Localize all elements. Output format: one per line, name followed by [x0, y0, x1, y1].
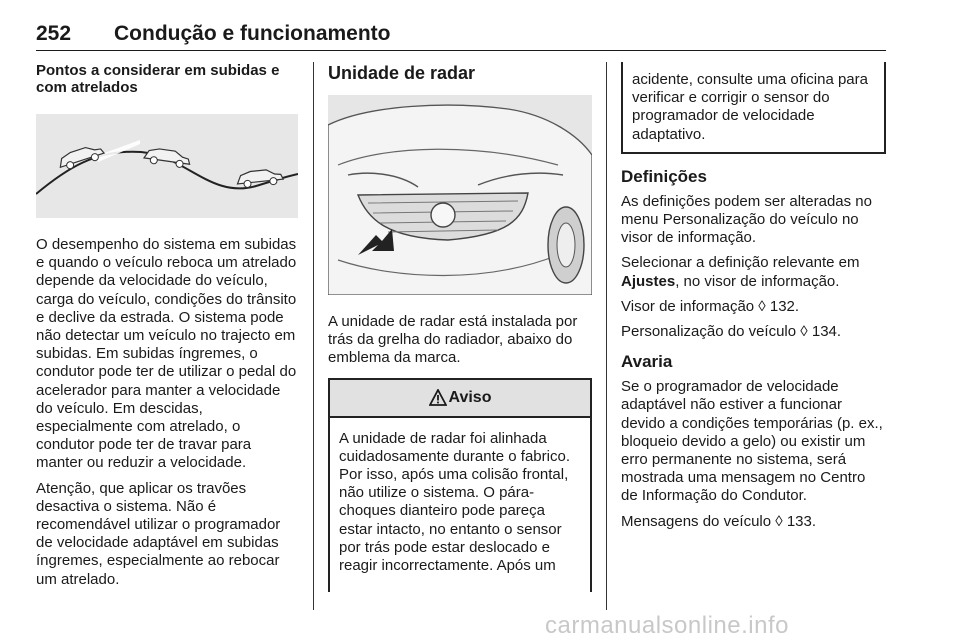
warning-icon — [429, 389, 447, 407]
warning-text: A unidade de radar foi alinhada cuidadosamente durante o fabrico. Por isso, após uma colisão frontal, não utilize o sistema. O pára-choques dianteiro pode pareça estar intacto, no entanto o sensor por trás pode estar deslocado e reagir incorrectamente. Após um — [339, 429, 570, 575]
column-middle — [328, 62, 592, 592]
cross-reference: Personalização do veículo ◊ 134. — [621, 323, 842, 341]
body-paragraph: As definições podem ser alteradas no menu Personalização do veículo no visor de informação. — [621, 192, 872, 247]
page-header — [36, 22, 886, 51]
warning-title — [330, 380, 590, 418]
cross-reference: Mensagens do veículo ◊ 133. — [621, 512, 817, 530]
text-span: , no visor de informação. — [675, 272, 840, 290]
cross-reference: Visor de informação ◊ 132. — [621, 297, 800, 315]
warning-body — [330, 418, 590, 576]
warning-box — [328, 378, 592, 592]
figure-caption: A unidade de radar está instalada por trás da grelha do radiador, abaixo do emblema da marca. — [328, 313, 578, 367]
body-paragraph: O desempenho do sistema em subidas e quando o veículo reboca um atrelado depende da velocidade do veículo, carga do veículo, condições do trânsito e declive da estrada. O sistema pode não detectar um veículo no trajecto em subidas. Em subidas íngremes, o condutor pode ter de utilizar o pedal do acelerador para manter a velocidade do veículo. Em descidas, especialmente com atrelado, o condutor pode ter de travar para manter ou reduzir a velocidade. — [36, 236, 297, 472]
column-divider — [313, 62, 314, 610]
section-heading: Unidade de radar — [328, 63, 476, 83]
warning-continuation-box — [621, 62, 886, 154]
warning-title-text: Aviso — [448, 388, 492, 406]
page-number: 252 — [36, 22, 72, 45]
body-paragraph: Se o programador de velocidade adaptável não estiver a funcionar devido a condições temporárias (p. ex., bloqueio devido a gelo) ou existir um erro permanente no sistema, será mostrada uma mensagem no Centro de Informação do Condutor. — [621, 378, 883, 505]
car-front-illustration — [328, 95, 592, 295]
hill-illustration — [36, 114, 298, 218]
watermark: carmanualsonline.info — [545, 612, 789, 639]
column-right — [621, 62, 886, 538]
text-span: Selecionar a definição relevante em — [621, 254, 860, 272]
column-divider — [606, 62, 607, 610]
section-subheading: Pontos a considerar em subidas e com atrelados — [36, 62, 280, 96]
column-left — [36, 62, 298, 596]
section-heading-definicoes: Definições — [621, 166, 707, 186]
section-heading-avaria: Avaria — [621, 352, 673, 372]
warning-continuation-text: acidente, consulte uma oficina para verificar e corrigir o sensor do programador de velocidade adaptativo. — [632, 71, 868, 143]
chapter-title: Condução e funcionamento — [114, 22, 391, 45]
menu-term: Ajustes — [621, 272, 676, 290]
body-paragraph — [621, 254, 886, 290]
body-paragraph: Atenção, que aplicar os travões desactiva o sistema. Não é recomendável utilizar o programador de velocidade adaptável em subidas íngremes, especialmente ao rebocar um atrelado. — [36, 479, 281, 588]
